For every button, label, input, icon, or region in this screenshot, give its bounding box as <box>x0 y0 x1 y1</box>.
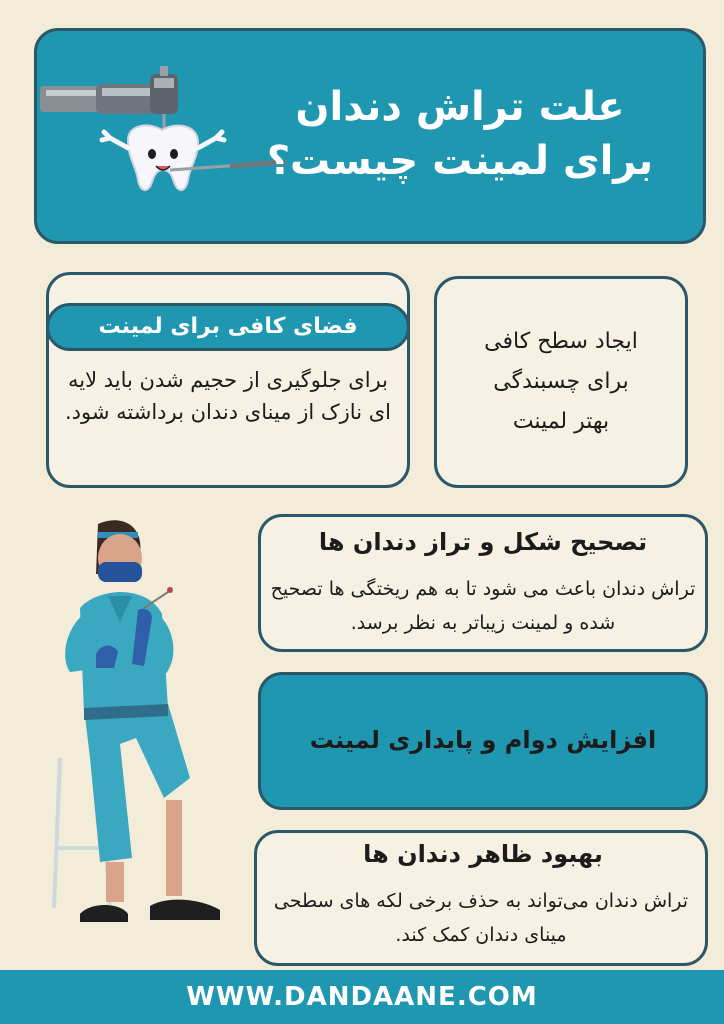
title-line-2: برای لمینت چیست؟ <box>266 138 654 184</box>
shape-card-title: تصحیح شکل و تراز دندان ها <box>318 528 648 556</box>
shape-card-text: تراش دندان باعث می شود تا به هم ریختگی ها تصحیح شده و لمینت زیباتر به نظر برسد. <box>270 578 696 634</box>
dental-drill-icon <box>40 66 178 132</box>
space-card-title: فضای کافی برای لمینت <box>46 303 410 351</box>
surface-card-text <box>444 322 678 442</box>
tooth-character-icon <box>102 125 224 190</box>
appearance-card-text: تراش دندان می‌تواند به حذف برخی لکه های سطحی مینای دندان کمک کند. <box>273 890 689 946</box>
title-line-1: علت تراش دندان <box>295 84 625 130</box>
footer-website-link[interactable]: WWW.DANDAANE.COM <box>0 970 724 1024</box>
durability-card-title: افزایش دوام و پایداری لمینت <box>309 726 657 754</box>
page-title <box>250 80 670 188</box>
space-card-text: برای جلوگیری از حجیم شدن باید لایه ای نازک از مینای دندان برداشته شود. <box>65 368 391 424</box>
appearance-card-title: بهبود ظاهر دندان ها <box>363 840 603 868</box>
surface-text-line-2: برای چسبندگی <box>493 369 629 394</box>
dental-nurse-illustration <box>40 518 240 938</box>
surface-text-line-1: ایجاد سطح کافی <box>484 329 638 354</box>
surface-text-line-3: بهتر لمینت <box>512 409 610 434</box>
